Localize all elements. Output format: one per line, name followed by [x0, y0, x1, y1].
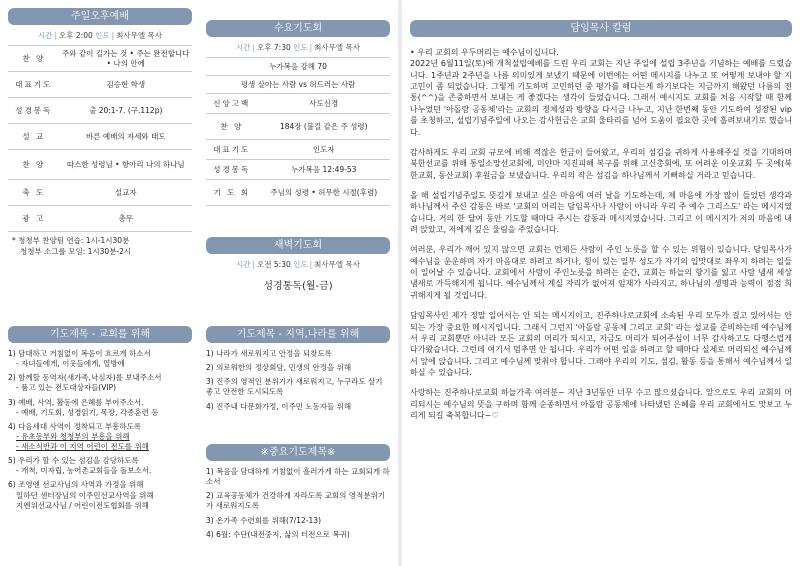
order-value: 김승현 학생	[60, 72, 192, 98]
order-row	[206, 58, 390, 76]
order-value: 184장 (불길 같은 주 성령)	[258, 114, 390, 140]
leader-label: 인도	[293, 43, 308, 52]
prayer-region-title: 기도제목 - 지역,나라를 위해	[206, 326, 390, 343]
order-value: 설교자	[60, 180, 192, 206]
list-item: 2) 교육공동체가 건강하게 자라도록 교회의 영적분위기가 새로워지도록	[206, 491, 386, 511]
order-label: 대표기도	[8, 72, 60, 98]
wednesday-title: 수요기도회	[206, 20, 390, 37]
time-label: 시간	[235, 43, 251, 52]
order-row	[8, 46, 192, 72]
order-value: 사도신경	[258, 94, 390, 114]
note-line: 청청부 소그룹 모임: 1시30분-2시	[20, 247, 132, 257]
leader-value: 최사무엘 목사	[314, 43, 361, 52]
order-row	[206, 160, 390, 180]
prayer-item-main: 6) 조영엔 선교사님의 사역과 가정을 위해	[8, 480, 144, 490]
wednesday-section	[206, 20, 390, 206]
prayer-item-main: 5) 우리가 할 수 있는 섬김을 감당하도록	[8, 456, 139, 466]
list-item	[8, 349, 192, 369]
time-label: 시간	[235, 260, 251, 269]
prayer-region-list	[206, 349, 390, 412]
prayer-focus-title: ※중요기도제목※	[206, 444, 390, 461]
order-label: 기 도 회	[206, 180, 258, 206]
prayer-focus-list	[206, 467, 390, 540]
order-row	[8, 180, 192, 206]
pastor-column-body	[402, 47, 800, 421]
order-row	[8, 72, 192, 98]
order-row	[206, 94, 390, 114]
order-value: 주님의 성령 • 허무한 시절(후렴)	[258, 180, 390, 206]
order-value: 인도자	[258, 140, 390, 160]
order-label: 성경봉독	[8, 98, 60, 124]
order-value: 바른 예배의 자세와 태도	[60, 124, 192, 150]
order-label: 축 도	[8, 180, 60, 206]
sermon-series: 누가복음 강해 70	[206, 58, 390, 76]
prayer-item-sub: - 품고 있는 전도대상자들(VIP)	[16, 383, 117, 393]
pastor-column-title: 담임목사 칼럼	[410, 20, 792, 37]
list-item	[8, 456, 192, 476]
prayer-item-main: 1) 담대하고 거침없이 복음이 흐르게 하소서	[8, 349, 151, 358]
time-value: 오전 5:30	[257, 260, 291, 269]
order-label: 설 교	[8, 124, 60, 150]
order-value: 출 20:1-7. (구.112p)	[60, 98, 192, 124]
column-paragraph: • 우리 교회의 우두머리는 예수님이십니다. 2022년 6월11일(토)에 개척설립예배를 드린 우리 교회는 지난 주일에 설립 3주년을 기념하는 예배를 드렸습니다. 1주년과 2주년을 나름 의미있게 보냈기 때문에 이번에는 어떤 메시지를 나누고 또 어떻게 보내야 할 지 고민이 좀 되었습니다. 그렇게 기도하며 고민하던 중 평가를 해다는게 하기보다는 지금까지 해왔던 나름의 전통(^^)을 존중하면서 보내는 게 좋겠다는 생각이 들었습니다. 그래서 예시지도 교회를 처음 시작할 때 함께 나누었던 '아돌람 공동체'라는 교회의 정체성과 방향을 다시금 나누고, 지난 한번째 동안 기도하여 성장된 vip를 초청하고, 설립기념주일에 나오는 감사헌금은 교회 울타리를 넘어 도움이 필요한 곳에 흘려보내기로 했습니다.	[410, 48, 792, 137]
order-label: 찬 양	[8, 46, 60, 72]
prayer-item-sub: - 유초등부와 청청부의 부흥을 위해	[16, 431, 130, 441]
order-row	[206, 180, 390, 206]
order-value: 총무	[60, 206, 192, 232]
prayer-item-main: 2) 함께할 동역자(새가족,낙심자)를 보내주소서	[8, 373, 162, 383]
leader-value: 최사무엘 목사	[116, 31, 163, 40]
prayer-item-sub: 일하던 센터장님의 이주민선교사역을 위해	[16, 490, 154, 500]
column-paragraph: 담임목사인 제가 정말 일어서는 안 되는 메시지이고, 진주하나로교회에 소속된 우리 모두가 걸고 있어서는 안 되는 가장 중요한 메시지입니다. 그래서 그런지 '아돌람 공동체 그리고 교회' 라는 설교를 준비하는데 예수님께서 우리 교회뿐만 아니라 모든 교회의 머리가 되시고, 지금도 머리가 되어주심이 너무 감사하고도 다행스럽게 다가왔습니다. 그런데 여기서 멈추면 안 됩니다. 우리가 어떤 일을 하려고 할 때마다 실제로 머리되신 예수님께서 앞에 앉습니다. 그리고 예수님께 맞춰야 합니다. 그래야 우리의 기도, 섬김, 활동 등을 통해서 예수님께서 일하실 수 있습니다.	[410, 311, 792, 377]
order-value: 따스한 성령님 • 항아리 나의 하나님	[60, 150, 192, 180]
sunday-order-table	[8, 45, 192, 232]
prayer-item-main: 4) 다음세대 사역이 정착되고 부흥하도록	[8, 421, 142, 431]
order-label: 찬 양	[206, 114, 258, 140]
pastor-column-section	[402, 20, 800, 430]
list-item: 2) 의로워한의 정상회담, 민생의 안정을 위해	[206, 363, 352, 373]
prayer-item-sub: - 개척, 미자립, 농어촌교회들을 돌보소서.	[16, 466, 152, 476]
prayer-item-sub: - 예배, 기도회, 성경읽기, 목장, 각종훈련 등	[16, 407, 159, 417]
leader-value: 최사무엘 목사	[314, 260, 361, 269]
prayer-item-sub: 지엔위선교사님 / 어린이전도협회를 위해	[16, 500, 149, 510]
list-item	[8, 398, 192, 418]
list-item: 3) 온가족 수련회를 위해(7/12-13)	[206, 515, 321, 525]
list-item	[8, 373, 192, 393]
order-label: 성경봉독	[206, 160, 258, 180]
order-row	[8, 206, 192, 232]
prayer-focus-section	[206, 444, 390, 544]
list-item	[8, 422, 192, 452]
left-page	[0, 0, 398, 566]
prayer-item-main: 3) 예배, 사역, 활동에 은혜를 부어주소서.	[8, 397, 144, 407]
prayer-church-title: 기도제목 - 교회를 위해	[8, 326, 192, 343]
order-row	[8, 150, 192, 180]
order-row	[206, 114, 390, 140]
order-row	[8, 124, 192, 150]
list-item: 1) 나라가 새로워지고 안정을 되찾도록	[206, 349, 332, 358]
dawn-content: 성경통독(월-금)	[263, 281, 333, 293]
order-value: 누가복음 12:49-53	[258, 160, 390, 180]
wednesday-order-table	[206, 57, 390, 206]
prayer-item-sub: - 새소식반과 이 지역 어린이 전도를 위해	[16, 442, 149, 451]
sunday-time-line: 시간 | 오후 2:00 인도 | 최사무엘 목사	[37, 31, 163, 40]
prayer-item-sub: - 자녀들에게, 이웃들에게, 열방에	[16, 359, 125, 369]
order-row	[8, 98, 192, 124]
order-label: 신앙고백	[206, 94, 258, 114]
time-label: 시간	[37, 31, 53, 40]
time-value: 오후 2:00	[59, 31, 93, 40]
column-paragraph: 올 해 설립기념주일도 뜻깊게 보내고 싶은 마음에 여러 날을 기도하는데, 제 마음에 가장 많이 들었던 생각과 하나님께서 주신 감동은 바로 '교회의 머리는 담임목사나 사람이 아니라 우리 주 예수 그리스도' 라는 메시지였습니다. 거의 한 달여 동안 기도할 때마다 주시는 감동과 메시지였습니다. 그리고 이 메시지가 저의 마음에 내려 앉았고, 저에게 깊은 울림을 주었습니다.	[410, 190, 792, 235]
column-paragraph: 여러분, 우리가 깨어 있지 않으면 교회는 언제든 사람이 주인 노릇을 할 수 있는 위험이 있습니다. 담임목사가 예수님을 운운하며 자기 마음대로 하려고 하거나, 힘이 있는 일부 성도가 자기의 입맛대로 좌우지 하려는 일들이 일어날 수 있습니다. 교회에서 사람이 주인노릇을 하려는 순간, 교회는 하늘의 향기를 잃고 사람 냄새 세상 냄새로 가득해지게 됩니다. 예수님께서 계실 자리가 없어져 임재가 사라지고, 하나님의 생명과 능력이 점점 희귀해지게 될 것입니다.	[410, 245, 792, 300]
leader-label: 인도	[95, 31, 110, 40]
leader-label: 인도	[293, 260, 308, 269]
column-paragraph: 감사하게도 우리 교회 규모에 비해 적잖은 헌금이 들어왔고, 우리의 섬김을 귀하게 사용해주실 것을 기대하며 북한선교를 위해 통일소망선교회에, 미얀마 지진피해 복구를 위해 고신총회에, 또 어려운 이웃교회 두 곳에(북한교회, 동산교회) 후원금을 보냈습니다. 우리의 작은 섬김을 하나님께서 기뻐하실 거라고 믿습니다.	[410, 147, 792, 180]
dawn-title: 새벽기도회	[206, 237, 390, 254]
list-item: 1) 복음을 담대하게 거침없이 흘러가게 하는 교회되게 하소서	[206, 467, 390, 487]
prayer-church-list	[8, 349, 192, 511]
order-row	[206, 76, 390, 94]
order-value: 주와 같이 길가는 것 • 주는 완전합니다 • 나의 안에	[60, 46, 192, 72]
prayer-region-section	[206, 326, 390, 416]
right-page	[402, 0, 800, 566]
list-item: 3) 진주의 영적인 분위기가 새로워지고, 누구라도 살기 좋고 안전한 도시되도록	[206, 377, 383, 397]
note-line: * 청청부 찬양팀 연습: 1시-1시30분	[12, 236, 130, 246]
order-label: 광 고	[8, 206, 60, 232]
list-item	[8, 480, 192, 510]
list-item: 4) 진주내 다문화가정, 이주민 노동자들 위해	[206, 401, 352, 411]
sunday-service-title: 주일오후예배	[8, 8, 192, 25]
sermon-title: 평생 살아는 사람 vs 허드러는 사람	[206, 76, 390, 94]
order-label: 대표기도	[206, 140, 258, 160]
wednesday-time-line: 시간 | 오후 7:30 인도 | 최사무엘 목사	[235, 43, 361, 52]
dawn-section	[206, 237, 390, 294]
prayer-church-section	[8, 326, 192, 515]
dawn-time-line: 시간 | 오전 5:30 인도 | 최사무엘 목사	[235, 260, 361, 269]
sunday-service-section	[8, 8, 192, 258]
column-paragraph: 사랑하는 진주하나로교회 하늘가족 여러분~ 지난 3년동안 너무 수고 많으셨습니다. 앞으로도 우리 교회의 머리되시는 예수님의 뜻을 구하며 함께 순종하면서 아돌람 공동체에 나타냈던 은혜를 우리 교회에서도 맛보고 누리게 되길 축복합니다~♡	[410, 388, 792, 421]
order-row	[206, 140, 390, 160]
list-item: 4) 6월: 수단(내전중지, 삶의 터전으로 복귀)	[206, 529, 350, 539]
order-label: 찬 양	[8, 150, 60, 180]
time-value: 오후 7:30	[257, 43, 291, 52]
sunday-notes	[8, 236, 192, 257]
